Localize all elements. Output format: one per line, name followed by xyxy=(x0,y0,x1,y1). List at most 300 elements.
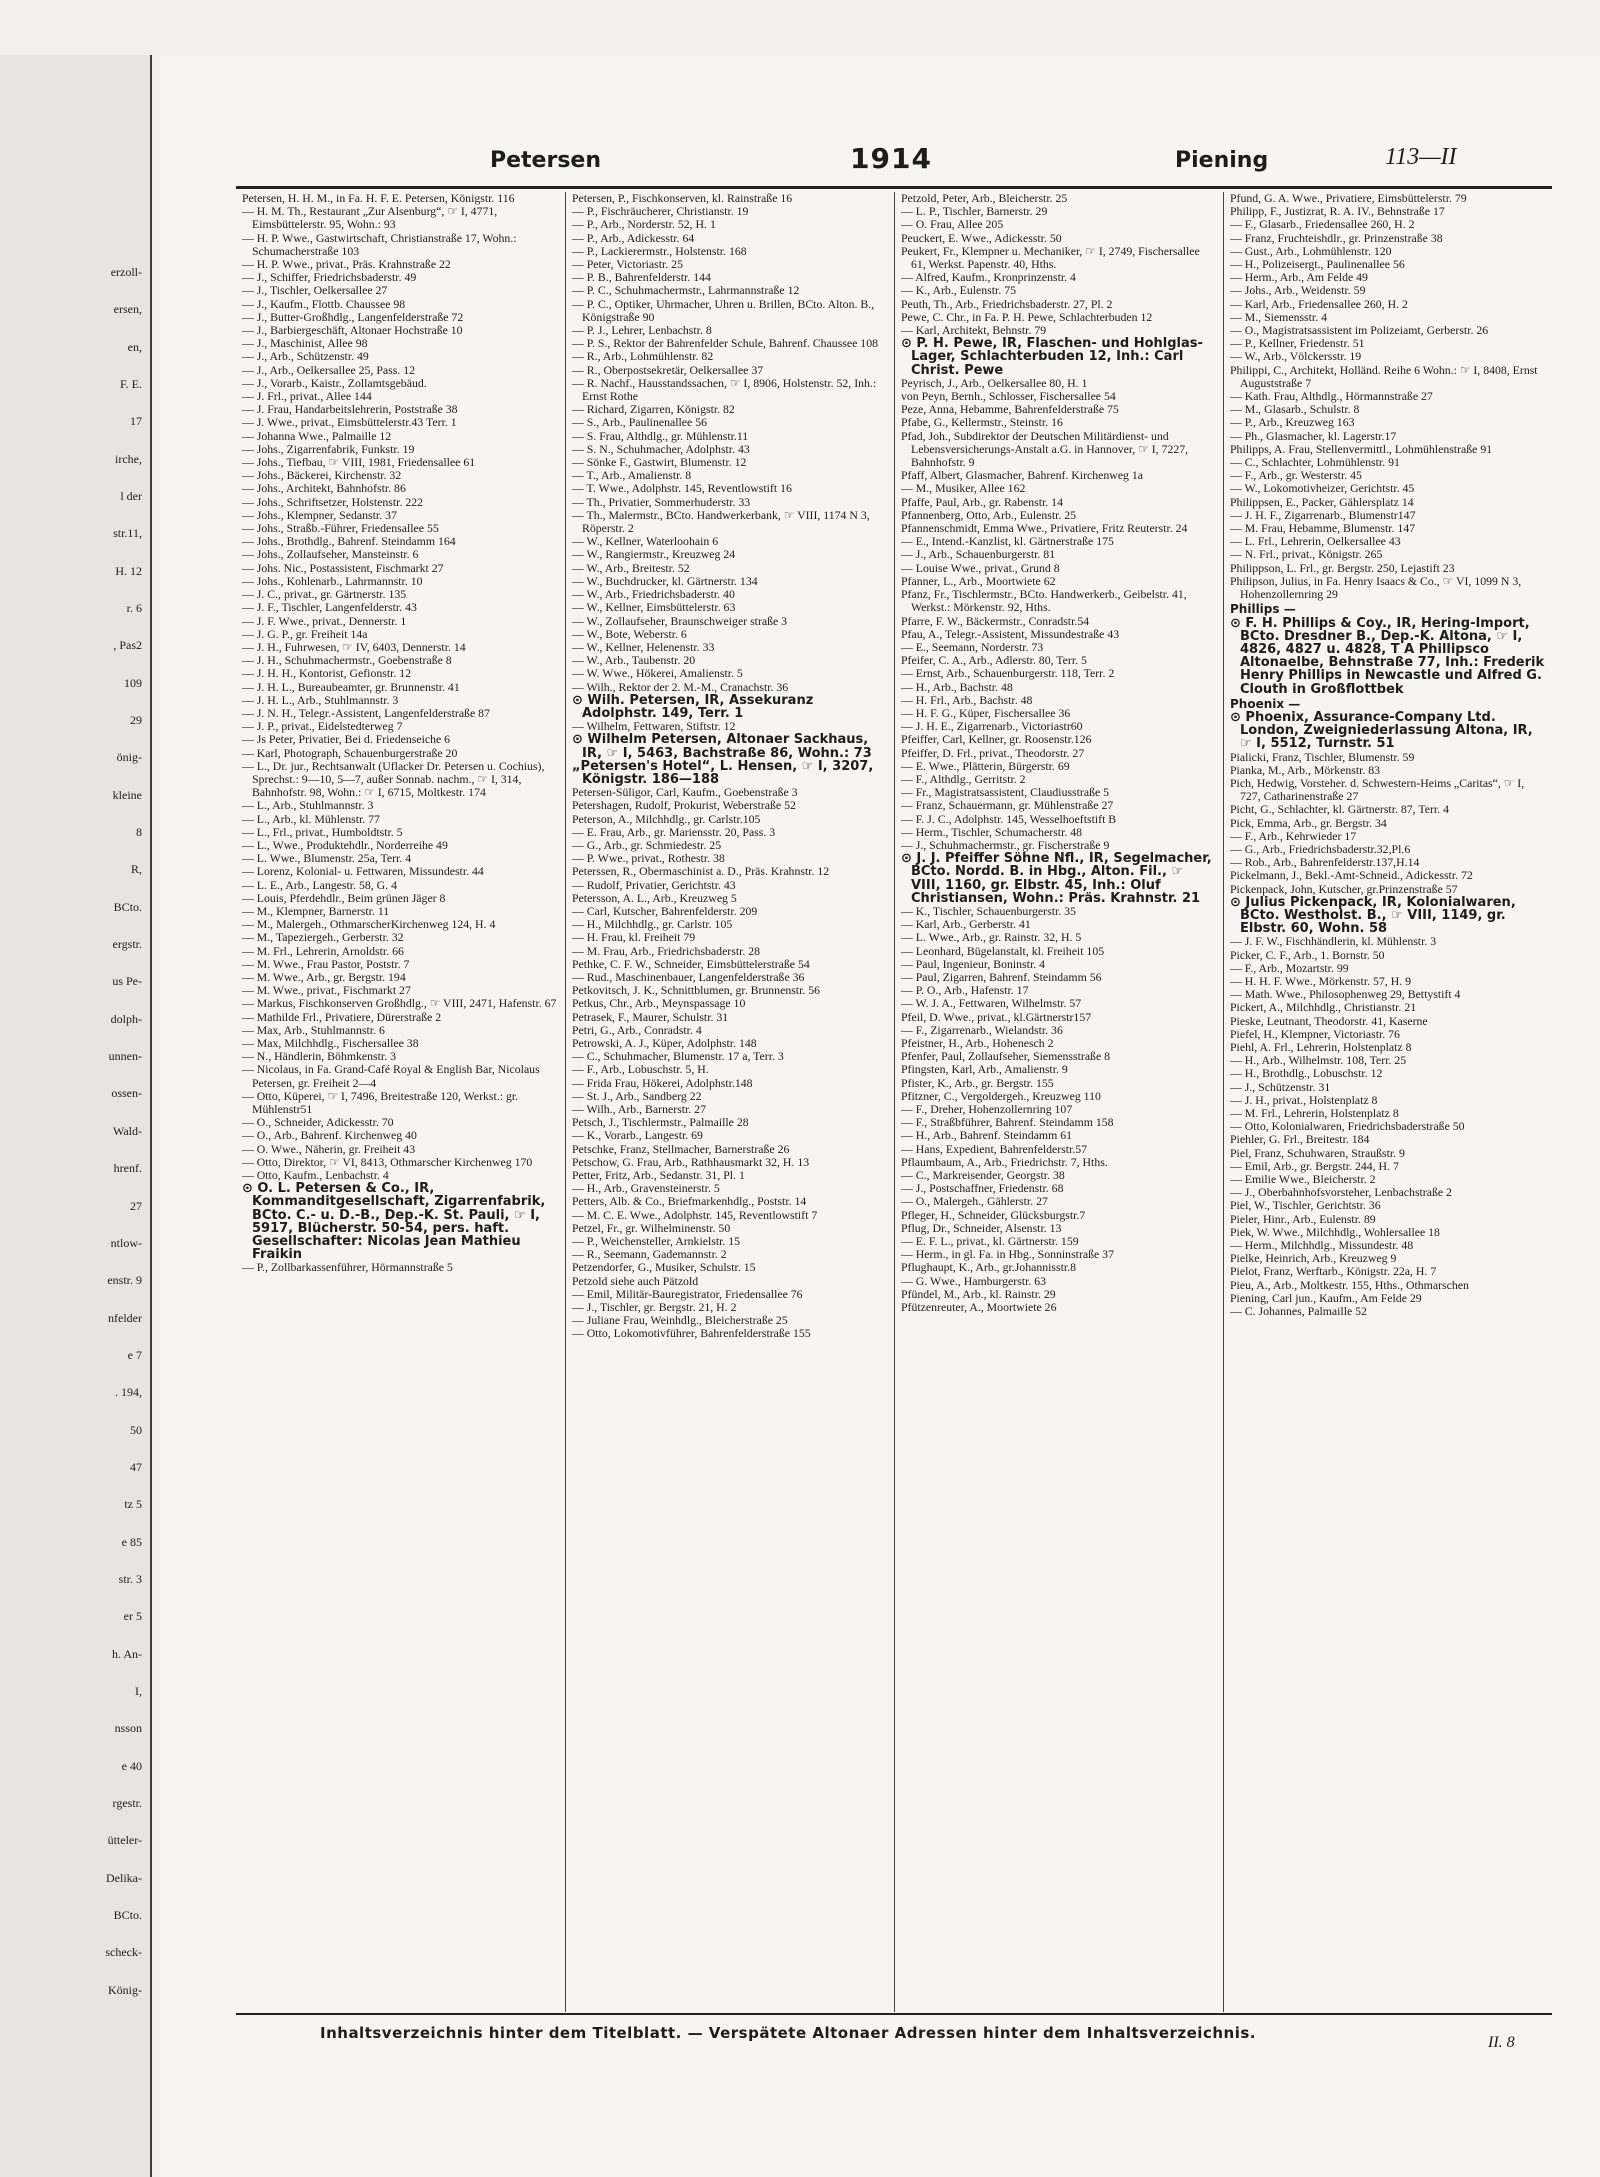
directory-entry: Pfaffe, Paul, Arb., gr. Rabenstr. 14 xyxy=(901,494,1063,509)
directory-entry: — R., Oberpostsekretär, Oelkersallee 37 xyxy=(572,362,764,377)
directory-entry: — W. Wwe., Hökerei, Amalienstr. 5 xyxy=(572,666,743,681)
directory-entry: — G., Arb., Friedrichsbaderstr.32,Pl.6 xyxy=(1230,841,1411,856)
directory-entry: — O. Frau, Allee 205 xyxy=(901,217,1004,232)
directory-entry: — F., Arb., Kehrwieder 17 xyxy=(1230,828,1357,843)
directory-entry: — L. Wwe., Blumenstr. 25a, Terr. 4 xyxy=(242,851,412,866)
directory-entry: — L. Frl., Lehrerin, Oelkersallee 43 xyxy=(1230,534,1401,549)
directory-entry: — Louis, Pferdehdlr., Beim grünen Jäger 8 xyxy=(242,890,446,905)
header-rule xyxy=(236,186,1552,189)
margin-fragment: ossen- xyxy=(111,1086,142,1101)
directory-entry: Petschow, G. Frau, Arb., Rathhausmarkt 32, H. 13 xyxy=(572,1154,810,1169)
directory-entry: — L., Arb., kl. Mühlenstr. 77 xyxy=(242,811,380,826)
directory-entry: — E., Intend.-Kanzlist, kl. Gärtnerstraße 175 xyxy=(901,534,1114,549)
directory-entry: — J. H., Fuhrwesen, ☞ IV, 6403, Dennerstr. 14 xyxy=(242,639,466,654)
directory-entry: Pianka, M., Arb., Mörkenstr. 83 xyxy=(1230,762,1381,777)
directory-entry: — L., Dr. jur., Rechtsanwalt (Uflacker Dr. Petersen u. Cochius), Sprechst.: 9—10, 5—7, außer Sonnab. nachm., ☞ I, 314, Bahnhofstr. 98, Wohn.: ☞ I, 6715, Moltkestr. 174 xyxy=(242,758,545,800)
column-4 xyxy=(1223,192,1552,2012)
directory-entry: — J. Frl., privat., Allee 144 xyxy=(242,389,372,404)
directory-entry: — J., Arb., Schauenburgerstr. 81 xyxy=(901,547,1056,562)
directory-entry: — P. Wwe., privat., Rothestr. 38 xyxy=(572,851,725,866)
margin-fragment: 8 xyxy=(136,825,142,840)
directory-entry: — H. H. F. Wwe., Mörkenstr. 57, H. 9 xyxy=(1230,973,1412,988)
margin-fragment: us Pe- xyxy=(112,974,142,989)
directory-entry: — J., Butter-Großhdlg., Langenfelderstraße 72 xyxy=(242,309,464,324)
margin-fragment: 50 xyxy=(130,1422,142,1437)
directory-entry: — Th., Malermstr., BCto. Handwerkerbank, ☞ VIII, 1174 N 3, Röperstr. 2 xyxy=(572,507,870,536)
margin-fragment: er 5 xyxy=(123,1609,142,1624)
directory-entry: — Markus, Fischkonserven Großhdlg., ☞ VIII, 2471, Hafenstr. 67 xyxy=(242,996,557,1011)
margin-fragment: unnen- xyxy=(108,1049,142,1064)
directory-entry: Pflughaupt, K., Arb., gr.Johannisstr.8 xyxy=(901,1260,1076,1275)
directory-entry: — P., Arb., Norderstr. 52, H. 1 xyxy=(572,217,716,232)
directory-entry: — M., Siemensstr. 4 xyxy=(1230,309,1328,324)
directory-entry: — Leonhard, Bügelanstalt, kl. Freiheit 105 xyxy=(901,943,1105,958)
directory-entry: von Peyn, Bernh., Schlosser, Fischersallee 54 xyxy=(901,389,1116,404)
directory-entry: — Herm., Tischler, Schumacherstr. 48 xyxy=(901,824,1083,839)
directory-entry: Pflaumbaum, A., Arb., Friedrichstr. 7, Hths. xyxy=(901,1154,1108,1169)
directory-entry: — J. H., privat., Holstenplatz 8 xyxy=(1230,1092,1378,1107)
directory-entry: Peuckert, E. Wwe., Adickesstr. 50 xyxy=(901,230,1062,245)
column-3 xyxy=(894,192,1223,2012)
directory-entry: — Otto, Küperei, ☞ I, 7496, Breitestraße 120, Werkst.: gr. Mühlenstr51 xyxy=(242,1088,519,1117)
directory-entry: — H. F. G., Küper, Fischersallee 36 xyxy=(901,705,1071,720)
directory-entry: Pickert, A., Milchhdlg., Christianstr. 21 xyxy=(1230,1000,1417,1015)
directory-entry: Pialicki, Franz, Tischler, Blumenstr. 59 xyxy=(1230,749,1415,764)
directory-entry: Pfündel, M., Arb., kl. Rainstr. 29 xyxy=(901,1286,1056,1301)
directory-entry: ⊙ P. H. Pewe, IR, Flaschen- und Hohlglas-Lager, Schlachterbuden 12, Inh.: Carl Christ. Pewe xyxy=(901,336,1203,378)
directory-entry: — J., Schuhmachermstr., gr. Fischerstraße 9 xyxy=(901,837,1110,852)
margin-fragment: BCto. xyxy=(113,899,142,914)
directory-entry: — T. Wwe., Adolphstr. 145, Reventlowstift 16 xyxy=(572,481,792,496)
directory-entry: — Johs., Brothdlg., Bahrenf. Steindamm 164 xyxy=(242,534,456,549)
directory-entry: Petersen, P., Fischkonserven, kl. Rainstraße 16 xyxy=(572,192,793,205)
directory-entry: Peze, Anna, Hebamme, Bahrenfelderstraße 75 xyxy=(901,402,1119,417)
directory-entry: — J., Arb., Schützenstr. 49 xyxy=(242,349,369,364)
directory-entry: — Wilhelm, Fettwaren, Stiftstr. 12 xyxy=(572,719,736,734)
directory-entry: — Math. Wwe., Philosophenweg 29, Bettystift 4 xyxy=(1230,987,1461,1002)
directory-entry: — J. P., privat., Eidelstedterweg 7 xyxy=(242,719,403,734)
margin-fragment: rgestr. xyxy=(112,1795,142,1810)
directory-entry: Pethke, C. F. W., Schneider, Eimsbüttelerstraße 54 xyxy=(572,956,810,971)
margin-fragment: h. An- xyxy=(112,1646,142,1661)
directory-entry: — Lorenz, Kolonial- u. Fettwaren, Missundestr. 44 xyxy=(242,864,484,879)
directory-entry: — Hans, Expedient, Bahrenfelderstr.57 xyxy=(901,1141,1088,1156)
directory-entry: — Sönke F., Gastwirt, Blumenstr. 12 xyxy=(572,455,747,470)
header-last-entry: Piening xyxy=(1175,148,1269,173)
directory-entry: — J. H. L., Bureaubeamter, gr. Brunnenstr. 41 xyxy=(242,679,460,694)
directory-entry: — Fr., Magistratsassistent, Claudiusstraße 5 xyxy=(901,785,1110,800)
directory-entry: — F., Arb., Lobuschstr. 5, H. xyxy=(572,1062,709,1077)
directory-entry: Petershagen, Rudolf, Prokurist, Weberstraße 52 xyxy=(572,798,796,813)
directory-entry: Picht, G., Schlachter, kl. Gärtnerstr. 87, Terr. 4 xyxy=(1230,802,1449,817)
directory-entry: — T., Arb., Amalienstr. 8 xyxy=(572,468,692,483)
directory-entry: — W. J. A., Fettwaren, Wilhelmstr. 57 xyxy=(901,996,1082,1011)
directory-entry: — H., Polizeisergt., Paulinenallee 56 xyxy=(1230,257,1405,272)
directory-entry: — E. Wwe., Plätterin, Bürgerstr. 69 xyxy=(901,758,1070,773)
directory-entry: Petter, Fritz, Arb., Sedanstr. 31, Pl. 1 xyxy=(572,1168,745,1183)
directory-entry: — F., Dreher, Hohenzollernring 107 xyxy=(901,1102,1073,1117)
directory-entry: — Alfred, Kaufm., Kronprinzenstr. 4 xyxy=(901,270,1076,285)
directory-entry: Petrasek, F., Maurer, Schulstr. 31 xyxy=(572,1009,729,1024)
margin-fragment: str.11, xyxy=(113,526,142,541)
directory-entry: Pieske, Leutnant, Theodorstr. 41, Kaserne xyxy=(1230,1013,1428,1028)
directory-entry: — Karl, Arb., Friedensallee 260, H. 2 xyxy=(1230,296,1408,311)
directory-entry: — P. O., Arb., Hafenstr. 17 xyxy=(901,983,1029,998)
directory-entry: ⊙ J. J. Pfeiffer Söhne Nfl., IR, Segelmacher, BCto. Nordd. B. in Hbg., Alton. Fil., ☞ VIII, 1160, gr. Elbstr. 45, Inh.: Oluf Christiansen, Wohn.: Präs. Krahnstr. 21 xyxy=(901,851,1212,906)
margin-fragment: tz 5 xyxy=(124,1497,142,1512)
margin-fragment: ergstr. xyxy=(112,937,142,952)
directory-entry: Piening, Carl jun., Kaufm., Am Felde 29 xyxy=(1230,1290,1422,1305)
directory-entry: — Th., Privatier, Sommerhuderstr. 33 xyxy=(572,494,751,509)
directory-entry: — Paul, Ingenieur, Boninstr. 4 xyxy=(901,956,1046,971)
directory-entry: — H. M. Th., Restaurant „Zur Alsenburg“, ☞ I, 4771, Eimsbüttelerstr. 95, Wohn.: 93 xyxy=(242,204,498,232)
directory-entry: Peterson, A., Milchhdlg., gr. Carlstr.105 xyxy=(572,811,761,826)
directory-entry: — Js Peter, Privatier, Bei d. Friedenseiche 6 xyxy=(242,732,451,747)
directory-entry: — Franz, Schauermann, gr. Mühlenstraße 27 xyxy=(901,798,1114,813)
directory-entry: — C., Schlachter, Lohmühlenstr. 91 xyxy=(1230,455,1400,470)
directory-entry: Picker, C. F., Arb., 1. Bornstr. 50 xyxy=(1230,947,1385,962)
directory-entry: — K., Vorarb., Langestr. 69 xyxy=(572,1128,703,1143)
directory-entry: — Ph., Glasmacher, kl. Lagerstr.17 xyxy=(1230,428,1397,443)
directory-entry: — J., Schiffer, Friedrichsbaderstr. 49 xyxy=(242,270,417,285)
margin-fragment: F. E. xyxy=(119,377,142,392)
directory-entry: — Nicolaus, in Fa. Grand-Café Royal & English Bar, Nicolaus Petersen, gr. Freiheit 2—4 xyxy=(242,1062,540,1090)
directory-entry: Phillips — xyxy=(1230,602,1296,617)
directory-entry: — J., Barbiergeschäft, Altonaer Hochstraße 10 xyxy=(242,323,463,338)
directory-entry: — H. Frau, kl. Freiheit 79 xyxy=(572,930,696,945)
directory-entry: Pfingsten, Karl, Arb., Amalienstr. 9 xyxy=(901,1062,1068,1077)
directory-entry: ⊙ F. H. Phillips & Coy., IR, Hering-Import, BCto. Dresdner B., Dep.-K. Altona, ☞ I, 4826, 4827 u. 4828, T A Phillipsco Altonaelbe, Behnstraße 77, Inh.: Frederik Henry Phillips in Newcastle und Alfred G. Clouth in Großflottbek xyxy=(1230,615,1545,697)
directory-entry: — Johanna Wwe., Palmaille 12 xyxy=(242,428,392,443)
directory-entry: Petkus, Chr., Arb., Meynspassage 10 xyxy=(572,996,746,1011)
footer-note: Inhaltsverzeichnis hinter dem Titelblatt. — Verspätete Altonaer Adressen hinter dem Inhaltsverzeichnis. xyxy=(320,2024,1256,2042)
directory-entry: — C. Johannes, Palmaille 52 xyxy=(1230,1304,1367,1319)
column-1 xyxy=(236,192,565,2012)
directory-entry: — J. H. F., Zigarrenarb., Blumenstr147 xyxy=(1230,507,1416,522)
directory-entry: — L., Arb., Stuhlmannstr. 3 xyxy=(242,798,374,813)
directory-entry: — E., Seemann, Norderstr. 73 xyxy=(901,639,1044,654)
directory-entry: — H., Milchhdlg., gr. Carlstr. 105 xyxy=(572,917,733,932)
directory-entry: — J., Kaufm., Flottb. Chaussee 98 xyxy=(242,296,406,311)
directory-entry: — P., Fischräucherer, Christianstr. 19 xyxy=(572,204,749,219)
margin-fragment: I, xyxy=(135,1683,142,1698)
directory-entry: ⊙ Wilh. Petersen, IR, Assekuranz Adolphstr. 149, Terr. 1 xyxy=(572,692,814,721)
directory-entry: — Frida Frau, Hökerei, Adolphstr.148 xyxy=(572,1075,753,1090)
directory-entry: Pieler, Hinr., Arb., Eulenstr. 89 xyxy=(1230,1211,1376,1226)
margin-fragment: scheck- xyxy=(105,1945,142,1960)
directory-entry: — Johs., Tiefbau, ☞ VIII, 1981, Friedensallee 61 xyxy=(242,455,476,470)
directory-entry: — O., Schneider, Adickesstr. 70 xyxy=(242,1115,394,1130)
directory-entry: — J. Frau, Handarbeitslehrerin, Poststraße 38 xyxy=(242,402,458,417)
directory-entry: — Paul, Zigarren, Bahrenf. Steindamm 56 xyxy=(901,969,1102,984)
directory-entry: — Richard, Zigarren, Königstr. 82 xyxy=(572,402,735,417)
directory-entry: — J. F. W., Fischhändlerin, kl. Mühlenstr. 3 xyxy=(1230,934,1437,949)
directory-entry: — Rob., Arb., Bahrenfelderstr.137,H.14 xyxy=(1230,855,1420,870)
directory-entry: — M., Klempner, Barnerstr. 11 xyxy=(242,903,390,918)
margin-fragment: ntlow- xyxy=(110,1235,142,1250)
directory-entry: ⊙ O. L. Petersen & Co., IR, Kommanditgesellschaft, Zigarrenfabrik, BCto. C.- u. D.-B., Dep.-K. St. Pauli, ☞ I, 5917, Blücherstr. 50-54, pers. haft. Gesellschafter: Nicolas Jean Mathieu Fraikin xyxy=(242,1181,546,1263)
header-page-number: 113—II xyxy=(1385,144,1457,170)
directory-entry: — J. H. H., Kontorist, Gefionstr. 12 xyxy=(242,666,412,681)
directory-entry: — M., Musiker, Allee 162 xyxy=(901,481,1026,496)
directory-entry: Pfaff, Albert, Glasmacher, Bahrenf. Kirchenweg 1a xyxy=(901,468,1144,483)
directory-entry: Philippson, L. Frl., gr. Bergstr. 250, Lejastift 23 xyxy=(1230,560,1455,575)
directory-entry: — H., Arb., Wilhelmstr. 108, Terr. 25 xyxy=(1230,1053,1407,1068)
margin-fragment: nsson xyxy=(114,1721,142,1736)
directory-entry: — F., Glasarb., Friedensallee 260, H. 2 xyxy=(1230,217,1415,232)
directory-entry: — O., Arb., Bahrenf. Kirchenweg 40 xyxy=(242,1128,417,1143)
directory-entry: — F., Zigarrenarb., Wielandstr. 36 xyxy=(901,1022,1063,1037)
directory-entry: — L. P., Tischler, Barnerstr. 29 xyxy=(901,204,1048,219)
directory-entry: — Rudolf, Privatier, Gerichtstr. 43 xyxy=(572,877,736,892)
directory-entry: — P., Lackierermstr., Holstenstr. 168 xyxy=(572,243,747,258)
margin-fragment: 109 xyxy=(124,675,142,690)
directory-entry: — Herm., Arb., Am Felde 49 xyxy=(1230,270,1368,285)
margin-fragment: önig- xyxy=(116,750,142,765)
directory-entry: Pfanz, Fr., Tischlermstr., BCto. Handwerkerb., Geibelstr. 41, Werkst.: Mörkenstr. 92, Hths. xyxy=(901,587,1187,615)
directory-entry: — Karl, Architekt, Behnstr. 79 xyxy=(901,323,1047,338)
directory-entry: — W., Arb., Völckersstr. 19 xyxy=(1230,349,1362,364)
directory-entry: — J., Oberbahnhofsvorsteher, Lenbachstraße 2 xyxy=(1230,1185,1452,1200)
directory-entry: — W., Arb., Breitestr. 52 xyxy=(572,560,690,575)
directory-entry: — L. E., Arb., Langestr. 58, G. 4 xyxy=(242,877,397,892)
directory-entry: — W., Lokomotivheizer, Gerichtstr. 45 xyxy=(1230,481,1415,496)
directory-entry: Pfeifer, C. A., Arb., Adlerstr. 80, Terr. 5 xyxy=(901,653,1087,668)
directory-entry: Pfanner, L., Arb., Moortwiete 62 xyxy=(901,573,1056,588)
directory-entry: — Herm., in gl. Fa. in Hbg., Sonninstraße 37 xyxy=(901,1247,1114,1262)
directory-entry: — O. Wwe., Näherin, gr. Freiheit 43 xyxy=(242,1141,416,1156)
directory-entry: — J. H., Schuhmachermstr., Goebenstraße 8 xyxy=(242,653,452,668)
directory-entry: — Johs., Zigarrenfabrik, Funkstr. 19 xyxy=(242,441,415,456)
directory-entry: — O., Malergeh., Gählerstr. 27 xyxy=(901,1194,1048,1209)
directory-entry: Petsch, J., Tischlermstr., Palmaille 28 xyxy=(572,1115,749,1130)
directory-entry: Petri, G., Arb., Conradstr. 4 xyxy=(572,1022,702,1037)
directory-entry: — M. Frau, Hebamme, Blumenstr. 147 xyxy=(1230,521,1416,536)
directory-entry: Pfeiffer, D. Frl., privat., Theodorstr. 27 xyxy=(901,745,1085,760)
margin-fragment: 29 xyxy=(130,713,142,728)
directory-entry: Piehler, G. Frl., Breitestr. 184 xyxy=(1230,1132,1370,1147)
directory-entry: Pflug, Dr., Schneider, Alsenstr. 13 xyxy=(901,1220,1062,1235)
margin-fragment: 47 xyxy=(130,1459,142,1474)
directory-entry: — J., Tischler, Oelkersallee 27 xyxy=(242,283,388,298)
directory-entry: — J., Vorarb., Kaistr., Zollamtsgebäud. xyxy=(242,375,427,390)
directory-columns xyxy=(236,192,1552,2012)
directory-entry: Piehl, A. Frl., Lehrerin, Holstenplatz 8 xyxy=(1230,1040,1412,1054)
directory-entry: Petersen, H. H. M., in Fa. H. F. E. Petersen, Königstr. 116 xyxy=(242,192,515,205)
directory-entry: — Mathilde Frl., Privatiere, Dürerstraße 2 xyxy=(242,1009,442,1024)
directory-entry: Pfannenberg, Otto, Arb., Eulenstr. 25 xyxy=(901,507,1077,522)
directory-entry: — E. Frau, Arb., gr. Mariensstr. 20, Pass. 3 xyxy=(572,824,776,839)
directory-entry: — W., Kellner, Helenenstr. 33 xyxy=(572,639,715,654)
directory-entry: — Max, Milchhdlg., Fischersallee 38 xyxy=(242,1036,419,1050)
directory-entry: ⊙ Wilhelm Petersen, Altonaer Sackhaus, IR, ☞ I, 5463, Bachstraße 86, Wohn.: 73 xyxy=(572,732,872,761)
directory-entry: Petersen-Süligor, Carl, Kaufm., Goebenstraße 3 xyxy=(572,785,798,800)
directory-entry: Petters, Alb. & Co., Briefmarkenhdlg., Poststr. 14 xyxy=(572,1194,807,1209)
directory-entry: ⊙ Phoenix, Assurance-Company Ltd. London, Zweigniederlassung Altona, IR, ☞ I, 5512, Turnstr. 51 xyxy=(1230,709,1533,752)
margin-fragment: irche, xyxy=(115,451,142,466)
margin-fragment: l der xyxy=(120,489,142,504)
margin-fragment: König- xyxy=(108,1982,142,1997)
directory-entry: — Johs., Kohlenarb., Lahrmannstr. 10 xyxy=(242,573,423,588)
directory-entry: — Johs., Bäckerei, Kirchenstr. 32 xyxy=(242,468,402,483)
directory-entry: Piefel, H., Klempner, Victoriastr. 76 xyxy=(1230,1026,1400,1041)
directory-entry: — Otto, Kolonialwaren, Friedrichsbaderstraße 50 xyxy=(1230,1119,1465,1134)
directory-entry: Pfenfer, Paul, Zollaufseher, Siemensstraße 8 xyxy=(901,1049,1111,1064)
directory-entry: — P., Arb., Adickesstr. 64 xyxy=(572,230,695,245)
directory-entry: — P. J., Lehrer, Lenbachstr. 8 xyxy=(572,323,712,338)
directory-entry: Piel, W., Tischler, Gerichtstr. 36 xyxy=(1230,1198,1381,1213)
directory-entry: — J. F., Tischler, Langenfelderstr. 43 xyxy=(242,600,417,615)
margin-fragment: e 85 xyxy=(121,1534,142,1549)
directory-entry: — Rud., Maschinenbauer, Langenfelderstraße 36 xyxy=(572,969,805,984)
directory-entry: Philippi, C., Architekt, Holländ. Reihe 6 Wohn.: ☞ I, 8408, Ernst Auguststraße 7 xyxy=(1230,362,1538,390)
directory-entry: — M. Wwe., Arb., gr. Bergstr. 194 xyxy=(242,969,406,984)
directory-entry: — L., Frl., privat., Humboldtstr. 5 xyxy=(242,824,403,839)
margin-fragment: nfelder xyxy=(108,1310,142,1325)
directory-entry: Pieu, A., Arb., Moltkestr. 155, Hths., Othmarschen xyxy=(1230,1277,1469,1292)
directory-entry: Peukert, Fr., Klempner u. Mechaniker, ☞ I, 2749, Fischersallee 61, Werkst. Papenstr. 40, Hths. xyxy=(901,243,1200,272)
directory-entry: Pfister, K., Arb., gr. Bergstr. 155 xyxy=(901,1075,1054,1090)
directory-entry: — Franz, Fruchteishdlr., gr. Prinzenstraße 38 xyxy=(1230,230,1443,245)
directory-entry: Pfau, A., Telegr.-Assistent, Missundestraße 43 xyxy=(901,626,1120,641)
previous-page-edge xyxy=(0,55,152,2177)
margin-fragment: BCto. xyxy=(113,1907,142,1922)
directory-entry: — R. Nachf., Hausstandssachen, ☞ I, 8906, Holstenstr. 52, Inh.: Ernst Rothe xyxy=(572,375,877,404)
margin-fragment: R, xyxy=(130,862,142,877)
directory-entry: Philipp, F., Justizrat, R. A. IV., Behnstraße 17 xyxy=(1230,204,1445,219)
directory-entry: Pfund, G. A. Wwe., Privatiere, Eimsbüttelerstr. 79 xyxy=(1230,192,1467,205)
directory-entry: — Otto, Kaufm., Lenbachstr. 4 xyxy=(242,1168,389,1183)
directory-entry: Pfeistner, H., Arb., Hohenesch 2 xyxy=(901,1036,1054,1050)
directory-entry: — G., Arb., gr. Schmiedestr. 25 xyxy=(572,837,722,852)
directory-entry: — Herm., Milchhdlg., Missundestr. 48 xyxy=(1230,1238,1414,1253)
directory-entry: — S. N., Schuhmacher, Adolphstr. 43 xyxy=(572,441,750,456)
directory-entry: — K., Tischler, Schauenburgerstr. 35 xyxy=(901,903,1076,918)
directory-entry: Pfitzner, C., Vergoldergeh., Kreuzweg 110 xyxy=(901,1088,1101,1103)
directory-entry: — P. B., Bahrenfelderstr. 144 xyxy=(572,270,711,285)
footer-rule xyxy=(236,2013,1552,2015)
directory-entry: — K., Arb., Eulenstr. 75 xyxy=(901,283,1017,298)
directory-entry: — J. Wwe., privat., Eimsbüttelerstr.43 Terr. 1 xyxy=(242,415,457,430)
directory-entry: — Karl, Arb., Gerberstr. 41 xyxy=(901,917,1031,932)
directory-entry: Pickenpack, John, Kutscher, gr.Prinzenstraße 57 xyxy=(1230,881,1458,896)
directory-entry: — O., Magistratsassistent im Polizeiamt, Gerberstr. 26 xyxy=(1230,323,1489,338)
directory-entry: — J., Postschaffner, Friedenstr. 68 xyxy=(901,1181,1064,1196)
directory-entry: — R., Seemann, Gademannstr. 2 xyxy=(572,1247,727,1262)
directory-entry: Pewe, C. Chr., in Fa. P. H. Pewe, Schlachterbuden 12 xyxy=(901,309,1153,324)
directory-entry: — W., Buchdrucker, kl. Gärtnerstr. 134 xyxy=(572,573,758,588)
directory-entry: — H., Arb., Bachstr. 48 xyxy=(901,679,1013,694)
margin-fragment: , Pas2 xyxy=(113,638,142,653)
header-first-entry: Petersen xyxy=(490,148,602,173)
directory-entry: Petrowski, A. J., Küper, Adolphstr. 148 xyxy=(572,1036,757,1050)
signature-mark: II. 8 xyxy=(1488,2034,1515,2051)
directory-entry: Pfarre, F. W., Bäckermstr., Conradstr.54 xyxy=(901,613,1090,628)
directory-entry: — P. S., Rektor der Bahrenfelder Schule, Bahrenf. Chaussee 108 xyxy=(572,336,878,351)
margin-fragment: kleine xyxy=(112,787,142,802)
directory-entry: — W., Arb., Taubenstr. 20 xyxy=(572,653,696,668)
directory-entry: — J., Arb., Oelkersallee 25, Pass. 12 xyxy=(242,362,415,377)
directory-entry: — P., Kellner, Friedenstr. 51 xyxy=(1230,336,1365,351)
directory-entry: — J. F. Wwe., privat., Dennerstr. 1 xyxy=(242,613,407,628)
margin-fragment: e 40 xyxy=(121,1758,142,1773)
directory-entry: Pielot, Franz, Werftarb., Königstr. 22a, H. 7 xyxy=(1230,1264,1437,1279)
directory-entry: Piel, Franz, Schuhwaren, Straußstr. 9 xyxy=(1230,1145,1405,1160)
directory-entry: — Johs., Zollaufseher, Mansteinstr. 6 xyxy=(242,547,419,562)
directory-entry: — L., Wwe., Produktehdlr., Norderreihe 49 xyxy=(242,837,448,852)
directory-entry: — M. Frau, Arb., Friedrichsbaderstr. 28 xyxy=(572,943,761,958)
margin-fragment: enstr. 9 xyxy=(107,1273,142,1288)
directory-entry: — Karl, Photograph, Schauenburgerstraße 20 xyxy=(242,745,458,760)
directory-entry: Philipson, Julius, in Fa. Henry Isaacs & Co., ☞ VI, 1099 N 3, Hohenzollernring 29 xyxy=(1230,573,1522,602)
directory-entry: — Emil, Militär-Bauregistrator, Friedensallee 76 xyxy=(572,1286,803,1301)
directory-entry: — Johs. Nic., Postassistent, Fischmarkt 27 xyxy=(242,560,444,575)
directory-entry: Petzendorfer, G., Musiker, Schulstr. 15 xyxy=(572,1260,756,1275)
directory-entry: — Emil, Arb., gr. Bergstr. 244, H. 7 xyxy=(1230,1158,1399,1173)
directory-entry: — Max, Arb., Stuhlmannstr. 6 xyxy=(242,1022,385,1037)
directory-entry: — Wilh., Arb., Barnerstr. 27 xyxy=(572,1102,706,1117)
directory-entry: Pielke, Heinrich, Arb., Kreuzweg 9 xyxy=(1230,1251,1397,1266)
directory-entry: — Otto, Direktor, ☞ VI, 8413, Othmarscher Kirchenweg 170 xyxy=(242,1154,533,1169)
directory-entry: — S. Frau, Althdlg., gr. Mühlenstr.11 xyxy=(572,428,749,443)
directory-entry: Petersson, A. L., Arb., Kreuzweg 5 xyxy=(572,890,737,905)
directory-entry: — N. Frl., privat., Königstr. 265 xyxy=(1230,547,1383,562)
directory-entry: — Ernst, Arb., Schauenburgerstr. 118, Terr. 2 xyxy=(901,666,1115,681)
directory-entry: — P., Weichensteller, Arnkielstr. 15 xyxy=(572,1234,741,1249)
directory-entry: — P. C., Optiker, Uhrmacher, Uhren u. Brillen, BCto. Alton. B., Königstraße 90 xyxy=(572,296,875,324)
directory-entry: — M., Tapeziergeh., Gerberstr. 32 xyxy=(242,930,404,945)
directory-entry: — F., Althdlg., Gerritstr. 2 xyxy=(901,771,1026,786)
margin-fragment: 27 xyxy=(130,1198,142,1213)
directory-entry: — W., Zollaufseher, Braunschweiger straße 3 xyxy=(572,613,788,628)
directory-entry: — J. H. L., Arb., Stuhlmannstr. 3 xyxy=(242,692,399,707)
directory-entry: — F., Arb., Mozartstr. 99 xyxy=(1230,960,1349,975)
directory-entry: — J., Schützenstr. 31 xyxy=(1230,1079,1331,1094)
directory-entry: — Juliane Frau, Weinhdlg., Bleicherstraße 25 xyxy=(572,1313,788,1328)
directory-entry: — W., Rangiermstr., Kreuzweg 24 xyxy=(572,547,736,562)
directory-entry: — Johs., Arb., Weidenstr. 59 xyxy=(1230,283,1366,298)
directory-entry: Pfad, Joh., Subdirektor der Deutschen Militärdienst- und Lebensversicherungs-Anstalt a.G. in Hannover, ☞ I, 7227, Bahnhofstr. 9 xyxy=(901,428,1189,470)
directory-entry: Pfabe, G., Kellermstr., Steinstr. 16 xyxy=(901,415,1063,430)
directory-entry: — L. Wwe., Arb., gr. Rainstr. 32, H. 5 xyxy=(901,930,1082,945)
margin-fragment: dolph- xyxy=(110,1011,142,1026)
page-header xyxy=(235,138,1575,178)
margin-fragment: H. 12 xyxy=(115,563,142,578)
directory-entry: Peterssen, R., Obermaschinist a. D., Präs. Krahnstr. 12 xyxy=(572,864,830,879)
directory-entry: — S., Arb., Paulinenallee 56 xyxy=(572,415,707,430)
directory-entry: Pfannenschmidt, Emma Wwe., Privatiere, Fritz Reuterstr. 24 xyxy=(901,521,1188,536)
margin-fragment: hrenf. xyxy=(113,1161,142,1176)
directory-entry: — H. P. Wwe., Gastwirtschaft, Christianstraße 17, Wohn.: Schumacherstraße 103 xyxy=(242,230,517,258)
directory-entry: — G. Wwe., Hamburgerstr. 63 xyxy=(901,1273,1047,1288)
directory-entry: — Gust., Arb., Lohmühlenstr. 120 xyxy=(1230,243,1392,258)
directory-entry: — W., Kellner, Waterloohain 6 xyxy=(572,534,719,549)
directory-entry: — P., Arb., Kreuzweg 163 xyxy=(1230,415,1355,430)
directory-entry: Petschke, Franz, Stellmacher, Barnerstraße 26 xyxy=(572,1141,790,1156)
directory-entry: — M. Frl., Lehrerin, Arnoldstr. 66 xyxy=(242,943,404,958)
directory-entry: — F., Arb., gr. Westerstr. 45 xyxy=(1230,468,1362,483)
margin-fragment: ersen, xyxy=(113,302,142,317)
directory-entry: — Louise Wwe., privat., Grund 8 xyxy=(901,560,1060,575)
directory-entry: — H., Brothdlg., Lobuschstr. 12 xyxy=(1230,1066,1383,1081)
directory-entry: — Kath. Frau, Althdlg., Hörmannstraße 27 xyxy=(1230,389,1433,404)
margin-fragment: ütteler- xyxy=(107,1833,142,1848)
column-2 xyxy=(565,192,894,2012)
header-year: 1914 xyxy=(850,142,932,175)
directory-entry: — Johs., Architekt, Bahnhofstr. 86 xyxy=(242,481,406,496)
margin-fragment: . 194, xyxy=(115,1385,142,1400)
directory-entry: — J., Maschinist, Allee 98 xyxy=(242,336,368,351)
